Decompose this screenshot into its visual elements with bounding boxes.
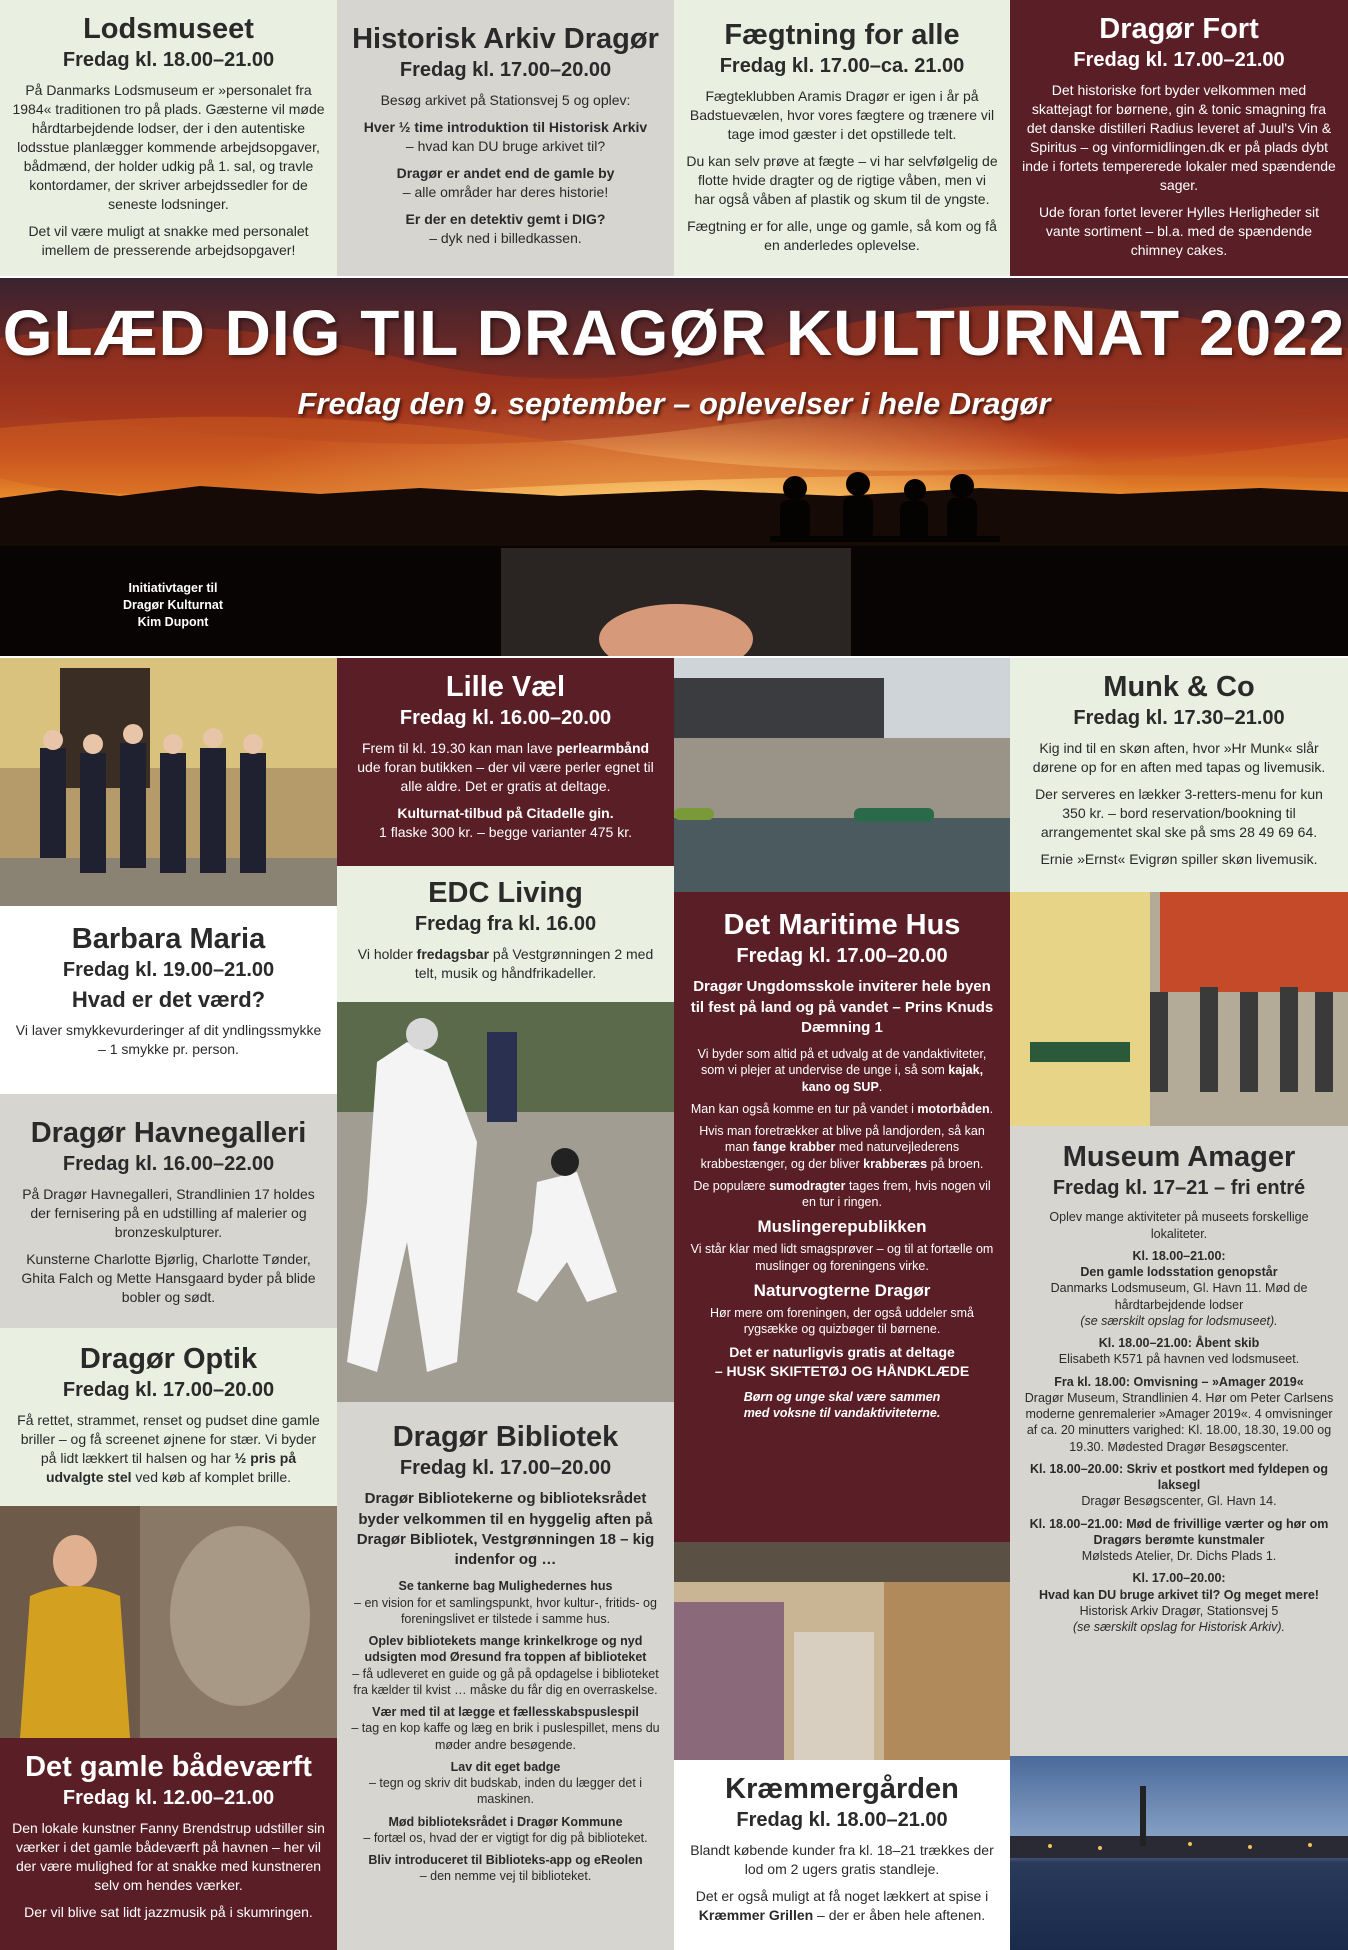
maritime-section xyxy=(674,892,1010,1542)
section-subheading: Muslingerepublikken xyxy=(757,1217,927,1237)
bibliotek-section xyxy=(337,1402,674,1950)
section-highlight: Oplev bibliotekets mange krinkelkroge og nyd udsigten mod Øresund fra toppen af biblioteket xyxy=(364,1634,647,1665)
section-text: På Danmarks Lodsmuseum er »personalet fra 1984« traditionen tro på plads. Gæsterne vil møde hårdtarbejdende lodser, der i den autentiske lodsstue planlægger kommende arbejdsopgaver, bådmænd, der holder udkig på 1. sal, og travle kontordamer, der skriver arbejdssedler for de seneste lodsninger. xyxy=(12,82,325,212)
section-title: Lille Væl xyxy=(445,671,566,703)
barbara-section xyxy=(0,906,337,1094)
section-text: Vi laver smykkevurderinger af dit yndlingssmykke – 1 smykke pr. person. xyxy=(15,1022,322,1058)
section-text: – tegn og skriv dit budskab, inden du lægger det i maskinen. xyxy=(368,1776,643,1807)
section-highlight: Hvad kan DU bruge arkivet til? Og meget mere! xyxy=(1039,1587,1319,1602)
section-text: Det er også muligt at få noget lækkert at spise i xyxy=(695,1888,989,1905)
section-time: Fredag kl. 16.00–22.00 xyxy=(62,1153,275,1176)
section-highlight: fredagsbar xyxy=(416,946,490,963)
section-highlight: Kl. 18.00–21.00: Åbent skib xyxy=(1098,1336,1260,1351)
section-title: Museum Amager xyxy=(1062,1141,1296,1173)
section-text: Der serveres en lækker 3-retters-menu for kun 350 kr. – bord reservation/bookning til arrangementet skal ske på sms 28 49 69 64. xyxy=(1035,786,1323,840)
section-highlight: ½ pris på udvalgte stel xyxy=(45,1450,297,1486)
section-text: Kunsterne Charlotte Bjørlig, Charlotte Tønder, Ghita Falch og Mette Hansgaard byder på blide bobler og sødt. xyxy=(21,1251,316,1305)
museum-section xyxy=(1010,1126,1348,1756)
section-text: Det vil være muligt at snakke med personalet imellem de presserende arbejdsopgaver! xyxy=(28,222,309,258)
section-question: Hvad er det værd? xyxy=(71,987,266,1013)
harbour-photo xyxy=(674,658,1010,892)
portrait-caption xyxy=(108,580,238,631)
artist-photo xyxy=(0,1506,337,1738)
section-text: Oplev mange aktiviteter på museets forskellige lokaliteter. xyxy=(1049,1210,1309,1241)
section-time: Fredag kl. 17.00–21.00 xyxy=(1073,49,1285,72)
section-text: Den lokale kunstner Fanny Brendstrup udstiller sin værker i det gamle bådeværft på havnen – her vil der være mulighed for at snakke med kunstneren selv om hendes værker. xyxy=(12,1820,325,1894)
section-highlight: Fra kl. 18.00: Omvisning – »Amager 2019« xyxy=(1054,1374,1304,1389)
section-text: – alle områder har deres historie! xyxy=(402,184,609,200)
section-title: Fægtning for alle xyxy=(724,19,960,51)
section-text: Ude foran fortet leverer Hylles Herligheder sit vante sortiment – bl.a. med de spændende chimney cakes. xyxy=(1038,203,1320,258)
hero-subtitle: Fredag den 9. september – oplevelser i hele Dragør xyxy=(297,386,1051,421)
lodsmuseet-section xyxy=(0,0,337,276)
section-subheading: Naturvogterne Dragør xyxy=(753,1280,931,1300)
section-text: – fortæl os, hvad der er vigtigt for dig på biblioteket. xyxy=(363,1830,648,1845)
section-text: – dyk ned i billedkassen. xyxy=(429,229,582,246)
section-time: Fredag kl. 12.00–21.00 xyxy=(62,1787,275,1810)
section-note: med voksne til vandaktiviteterne. xyxy=(743,1406,941,1421)
section-highlight: Kræmmer Grillen xyxy=(698,1907,814,1924)
section-time: Fredag kl. 18.00–21.00 xyxy=(62,49,275,72)
section-title: Kræmmergården xyxy=(725,1773,959,1805)
section-time: Fredag kl. 17.00–ca. 21.00 xyxy=(719,55,965,78)
section-highlight: Vær med til at lægge et fællesskabspuslespil xyxy=(372,1705,639,1720)
section-time: Fredag kl. 17.00–20.00 xyxy=(62,1379,275,1402)
section-highlight: sumodragter xyxy=(769,1178,846,1193)
section-text: Blandt købende kunder fra kl. 18–21 trækkes der lod om 2 ugers gratis standleje. xyxy=(690,1842,994,1878)
section-text: . xyxy=(989,1101,994,1116)
section-text: – den nemme vej til biblioteket. xyxy=(419,1869,592,1884)
section-highlight: Kl. 18.00–21.00: xyxy=(1132,1248,1226,1263)
section-lead: Dragør Bibliotekerne og biblioteksrådet byder velkommen til en hyggelig aften på Dragør Bibliotek, Vestgrønningen 18 – kig indenfor og … xyxy=(356,1490,655,1569)
section-highlight: motorbåden xyxy=(917,1101,990,1116)
section-time: Fredag kl. 19.00–21.00 xyxy=(62,959,275,982)
section-time: Fredag kl. 17.00–20.00 xyxy=(399,1457,612,1480)
section-title: Lodsmuseet xyxy=(83,13,254,45)
section-text: ved køb af komplet brille. xyxy=(131,1469,292,1486)
section-text: Dragør Museum, Strandlinien 4. Hør om Peter Carlsens moderne genremalerier »Amager 2019«. 4 omvisninger af ca. 20 minutters varighed: Kl. 18.00, 18.30, 19.00 og 19.30. Mødested Dragør Besøgscenter. xyxy=(1024,1390,1334,1454)
arkiv-section xyxy=(337,0,674,276)
section-highlight: perlearmbånd xyxy=(556,740,650,757)
section-text: Hør mere om foreningen, der også uddeler små rygsække og quizbøger til børnene. xyxy=(709,1305,974,1337)
section-text: Fægteklubben Aramis Dragør er igen i år på Badstuevælen, hvor vores fægtere og trænere vil tage imod gæster i det opstillede telt. xyxy=(689,88,995,143)
section-time: Fredag kl. 16.00–20.00 xyxy=(399,707,612,730)
section-text: Det historiske fort byder velkommen med skattejagt for børnene, gin & tonic smagning fra det danske distilleri Radius leveret af Juul's Vin & Spiritus – og vinformidlingen.dk er på plads dybt inde i fortets tempererede lokaler med spændende sager. xyxy=(1022,82,1336,193)
section-lead: Dragør Ungdomsskole inviterer hele byen til fest på land og på vandet – Prins Knuds Dæmning 1 xyxy=(690,978,994,1036)
harbour-night-photo xyxy=(1010,1756,1348,1950)
section-highlight: Lav dit eget badge xyxy=(450,1759,561,1774)
section-text: – en vision for et samlingspunkt, hvor kultur-, fritids- og foreningslivet er tilstede i samme hus. xyxy=(354,1595,657,1626)
section-text: Besøg arkivet på Stationsvej 5 og oplev: xyxy=(380,92,631,109)
section-time: Fredag kl. 17.00–20.00 xyxy=(736,945,948,968)
section-text: Dragør Besøgscenter, Gl. Havn 14. xyxy=(1081,1494,1277,1509)
section-title: Historisk Arkiv Dragør xyxy=(352,23,659,55)
section-text: Man kan også komme en tur på vandet i xyxy=(690,1101,918,1116)
hero-title: GLÆD DIG TIL DRAGØR KULTURNAT 2022 xyxy=(2,297,1346,369)
section-highlight: fange krabber xyxy=(752,1140,836,1155)
caption-line: Kim Dupont xyxy=(137,614,209,629)
section-text: Vi byder som altid på et udvalg at de vandaktiviteter, som vi plejer at undervise de unge i, så som xyxy=(697,1047,987,1078)
section-highlight: krabberæs xyxy=(863,1156,928,1171)
caption-line: Dragør Kulturnat xyxy=(123,597,223,612)
section-text: – hvad kan DU bruge arkivet til? xyxy=(405,138,606,155)
section-title: Det Maritime Hus xyxy=(723,909,961,941)
section-highlight: Kl. 18.00–20.00: Skriv et postkort med fyldepen og laksegl xyxy=(1029,1461,1329,1493)
section-text: Frem til kl. 19.30 kan man lave xyxy=(361,740,557,757)
havnegalleri-section xyxy=(0,1094,337,1328)
section-title: Munk & Co xyxy=(1103,671,1255,703)
section-time: Fredag fra kl. 16.00 xyxy=(414,913,597,936)
section-highlight: Er der en detektiv gemt i DIG? xyxy=(405,210,606,227)
munk-section xyxy=(1010,658,1348,892)
section-highlight: – HUSK SKIFTETØJ OG HÅNDKLÆDE xyxy=(714,1363,970,1380)
section-highlight: Dragør er andet end de gamle by xyxy=(396,165,615,182)
kraemmer-section xyxy=(674,1760,1010,1950)
section-text: Danmarks Lodsmuseum, Gl. Havn 11. Mød de hårdtarbejdende lodser xyxy=(1050,1281,1308,1312)
section-title: Dragør Havnegalleri xyxy=(30,1117,307,1149)
lillevael-section xyxy=(337,658,674,866)
section-text: 1 flaske 300 kr. – begge varianter 475 kr. xyxy=(379,824,632,840)
section-title: Dragør Fort xyxy=(1099,13,1259,45)
fencing-photo xyxy=(337,1002,674,1402)
hero-banner xyxy=(0,278,1348,656)
section-text: på Vestgrønningen 2 med telt, musik og håndfrikadeller. xyxy=(414,946,654,982)
section-text: med naturvejlederens krabbestænger, og der bliver xyxy=(700,1140,960,1171)
optik-section xyxy=(0,1328,337,1506)
section-text: Kig ind til en skøn aften, hvor »Hr Munk« slår dørene op for en aften med tapas og livemusik. xyxy=(1032,740,1326,776)
section-title: Dragør Optik xyxy=(79,1343,258,1375)
section-text: tages frem, hvis nogen vil en tur i ringen. xyxy=(802,1178,991,1210)
section-highlight: Hver ½ time introduktion til Historisk Arkiv xyxy=(363,119,648,136)
portrait-photo xyxy=(2,548,102,656)
section-text: Der vil blive sat lidt jazzmusik på i skumringen. xyxy=(24,1904,313,1920)
section-text: Fægtning er for alle, unge og gamle, så kom og få en anderledes oplevelse. xyxy=(687,217,997,253)
section-highlight: Kl. 18.00–21.00: Mød de frivillige værter og hør om Dragørs berømte kunstmaler xyxy=(1029,1516,1329,1547)
section-text: Vi står klar med lidt smagsprøver – og til at fortælle om muslinger og foreningens virke. xyxy=(690,1242,994,1273)
atelier-visitors-photo xyxy=(1010,892,1348,1126)
section-text: Ernie »Ernst« Evigrøn spiller skøn livemusik. xyxy=(1040,850,1318,867)
section-text: ude foran butikken – der vil være perler egnet til alle aldre. Det er gratis at deltage. xyxy=(357,759,654,795)
section-text: Elisabeth K571 på havnen ved lodsmuseet. xyxy=(1058,1352,1300,1367)
section-text: Få rettet, strammet, renset og pudset dine gamle briller – og få screenet øjnene for stær. Vi byder på lidt lækkert til halsen og har xyxy=(17,1412,320,1467)
section-text: Hvis man foretrækker at blive på landjorden, så kan man xyxy=(699,1124,985,1155)
section-text: Vi holder xyxy=(357,946,417,963)
caption-line: Initiativtager til xyxy=(128,581,218,595)
baadevaerft-section xyxy=(0,1738,337,1950)
faegtning-section xyxy=(674,0,1010,276)
section-note: (se særskilt opslag for Historisk Arkiv). xyxy=(1072,1620,1286,1635)
section-text: – få udleveret en guide og gå på opdagelse i biblioteket fra kælder til kvist … måske du får dig en overraskelse. xyxy=(352,1666,659,1697)
section-highlight: Se tankerne bag Mulighedernes hus xyxy=(398,1579,613,1594)
section-note: (se særskilt opslag for lodsmuseet). xyxy=(1080,1313,1278,1328)
edc-section xyxy=(337,866,674,1002)
section-title: Barbara Maria xyxy=(71,923,266,955)
section-highlight: Mød biblioteksrådet i Dragør Kommune xyxy=(388,1814,623,1829)
section-text: Du kan selv prøve at fægte – vi har selvfølgelig de flotte hvide dragter og de rigtige våben, men vi har også våben af plastik og skum til de yngste. xyxy=(686,153,998,207)
section-title: Det gamle bådeværft xyxy=(25,1751,312,1783)
fort-section xyxy=(1010,0,1348,276)
section-highlight: Kl. 17.00–20.00: xyxy=(1132,1571,1226,1586)
section-note: Børn og unge skal være sammen xyxy=(743,1390,941,1405)
section-highlight: Kulturnat-tilbud på Citadelle gin. xyxy=(397,805,614,822)
section-time: Fredag kl. 17–21 – fri entré xyxy=(1052,1177,1306,1200)
section-highlight: Den gamle lodsstation genopstår xyxy=(1080,1265,1278,1280)
section-text: . xyxy=(878,1079,883,1094)
section-time: Fredag kl. 18.00–21.00 xyxy=(736,1809,948,1832)
section-title: Dragør Bibliotek xyxy=(392,1421,619,1453)
shop-interior-photo xyxy=(674,1542,1010,1760)
section-text: – der er åben hele aftenen. xyxy=(813,1907,986,1924)
section-text: De populære xyxy=(693,1178,770,1193)
section-text: Historisk Arkiv Dragør, Stationsvej 5 xyxy=(1079,1603,1279,1618)
section-text: På Dragør Havnegalleri, Strandlinien 17 holdes der fernisering på en udstilling af malerier og bronzeskulpturer. xyxy=(22,1186,315,1241)
section-time: Fredag kl. 17.30–21.00 xyxy=(1073,707,1285,730)
lodser-group-photo xyxy=(0,658,337,906)
section-time: Fredag kl. 17.00–20.00 xyxy=(399,59,612,82)
section-highlight: kajak, kano og SUP xyxy=(801,1063,984,1094)
section-text: på broen. xyxy=(927,1156,984,1171)
section-text: Mølsteds Atelier, Dr. Dichs Plads 1. xyxy=(1081,1549,1277,1564)
section-highlight: Bliv introduceret til Biblioteks-app og eReolen xyxy=(368,1853,643,1868)
section-text: – tag en kop kaffe og læg en brik i puslespillet, mens du møder andre besøgende. xyxy=(351,1721,660,1752)
section-title: EDC Living xyxy=(428,877,583,909)
section-highlight: Det er naturligvis gratis at deltage xyxy=(729,1344,955,1361)
